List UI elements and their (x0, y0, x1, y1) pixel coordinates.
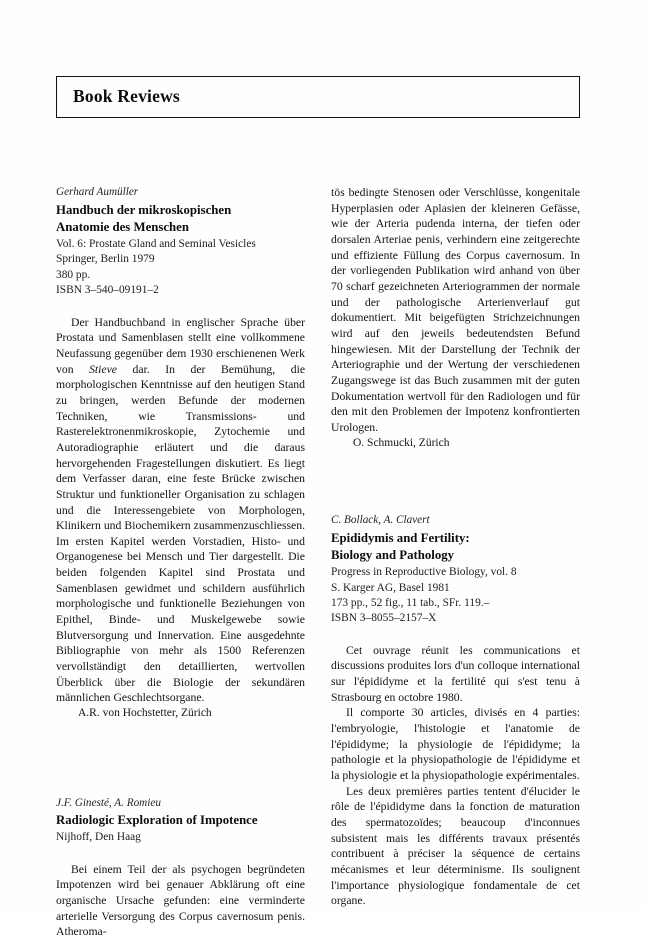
review-header-gineste (56, 796, 305, 846)
spacer (56, 846, 305, 862)
spacer (56, 299, 305, 315)
page-title: Book Reviews (73, 86, 180, 106)
right-column (331, 185, 580, 940)
review-publisher: S. Karger AG, Basel 1981 (331, 581, 450, 594)
spacer (56, 722, 305, 796)
body-text-part-2: dar. In der Bemühung, die morphologischen Kenntnisse auf den heutigen Stand zu bringen, werden Befunde der modernen Techniken, wie Transmissions- und Rasterelektronenmikroskopie, Zytochemie und Autoradiographie erläutert und die daraus hervorgehenden Fragestellungen diskutiert. Es liegt dem Verfasser daran, eine feste Brücke zwischen Struktur und funktioneller Organisation zu schlagen und die Interessengebiete von Morphologen, Klinikern und Biochemikern zusammenzuschliessen. Im ersten Kapitel werden Vorstadien, Histo- und Organogenese bei Mensch und Tier dargestellt. Die beiden folgenden Kapitel sind Prostata und Samenblasen gewidmet und schildern ausführlich morphologische und funktionelle Beziehungen von Epithel, Binde- und Muskelgewebe sowie Blutversorgung und Innervation. Eine ausgedehnte Bibliographie von mehr als 1500 Referenzen vervollständigt den detaillierten, wertvollen Überblick über die Biologie der sekundären männlichen Geschlechtsorgane. (56, 362, 306, 705)
cited-author-stieve: Stieve (89, 362, 117, 376)
review-authors: J.F. Ginesté, A. Romieu (56, 796, 161, 809)
review-publisher: Springer, Berlin 1979 (56, 253, 155, 266)
review-volume: Vol. 6: Prostate Gland and Seminal Vesicles (56, 238, 256, 250)
spacer (331, 451, 580, 513)
review-title-line-1: Epididymis and Fertility: (331, 530, 470, 545)
page-header-box (56, 76, 580, 118)
review-body-paragraph-2: Il comporte 30 articles, divisés en 4 parties: l'embryologie, l'histologie et l'anatomie de l'épididyme; la physiologie de l'épididyme; la pathologie et la physiopathologie de l'épididyme et la physiologie et la physiopathologie expérimentales. (331, 706, 580, 782)
review-isbn: ISBN 3–540–09191–2 (56, 284, 159, 297)
review-body-aumueller (56, 315, 305, 706)
review-publisher: Nijhoff, Den Haag (56, 831, 141, 844)
review-body-paragraph-1: Cet ouvrage réunit les communications et discussions produites lors d'un colloque international sur l'épididyme et la fertilité qui s'est tenu à Strasbourg en octobre 1980. (331, 643, 580, 704)
review-title-line-1: Radiologic Exploration of Impotence (56, 813, 258, 828)
review-header-bollack (331, 513, 580, 627)
review-body-continuation-gineste: tös bedingte Stenosen oder Verschlüsse, kongenitale Hyperplasien oder Aplasien der kleineren Gefässe, wie der Arteria pudenda interna, der tiefen oder dorsalen Arteriae penis, verhindern eine zeitgerechte und effiziente Füllung des Corpus cavernosum. In der vorliegenden Publikation wird anhand von über 70 scharf gezeichneten Arteriogrammen der normale und der pathologische Arterienverlauf gut dokumentiert. Mit beigefügten Strichzeichnungen wird auf den jeweils bedeutendsten Befund hingewiesen. Mit der Darstellung der Technik der Arteriographie und der Wertung der verschiedenen Zugangswege ist das Buch zusammen mit der guten Dokumentation wertvoll für den Radiologen und für den mit den Problemen der Impotenz konfrontierten Urologen. (331, 186, 580, 434)
left-column (56, 185, 305, 940)
review-series: Progress in Reproductive Biology, vol. 8 (331, 566, 517, 579)
review-isbn: ISBN 3–8055–2157–X (331, 612, 437, 625)
review-title-line-1: Handbuch der mikroskopischen (56, 202, 232, 217)
review-body-paragraph-3: Les deux premières parties tentent d'élucider le rôle de l'épididyme dans la fonction de maturation des spermatozoïdes; beaucoup d'inconnues subsistent mais les différents travaux présentés contribuent à préciser la séquence de certains mécanismes et leur déterminisme. Ils soulignent l'importance physiologique fondamentale de cet organe. (331, 784, 580, 908)
spacer (331, 627, 580, 643)
review-signature-schmucki: O. Schmucki, Zürich (353, 436, 450, 449)
two-column-layout (56, 185, 580, 940)
review-pages: 173 pp., 52 fig., 11 tab., SFr. 119.– (331, 596, 490, 609)
review-header-aumueller (56, 185, 305, 299)
review-authors: Gerhard Aumüller (56, 186, 139, 198)
review-authors: C. Bollack, A. Clavert (331, 514, 430, 527)
review-signature-hochstetter: A.R. von Hochstetter, Zürich (78, 707, 212, 720)
body-text-part-1: Der Handbuchband in englischer Sprache über Prostata und Samenblasen stellt eine vollkommene Neufassung gegenüber dem 1930 erschienenen Werk von (56, 315, 305, 376)
review-body-gineste: Bei einem Teil der als psychogen begründeten Impotenzen wird bei genauer Abklärung oft eine organische Ursache gefunden: eine verminderte arterielle Versorgung des Corpus cavernosum penis. Atheroma- (56, 862, 305, 939)
review-title-line-2: Biology and Pathology (331, 547, 455, 562)
review-pages: 380 pp. (56, 268, 91, 281)
review-title-line-2: Anatomie des Menschen (56, 219, 189, 234)
